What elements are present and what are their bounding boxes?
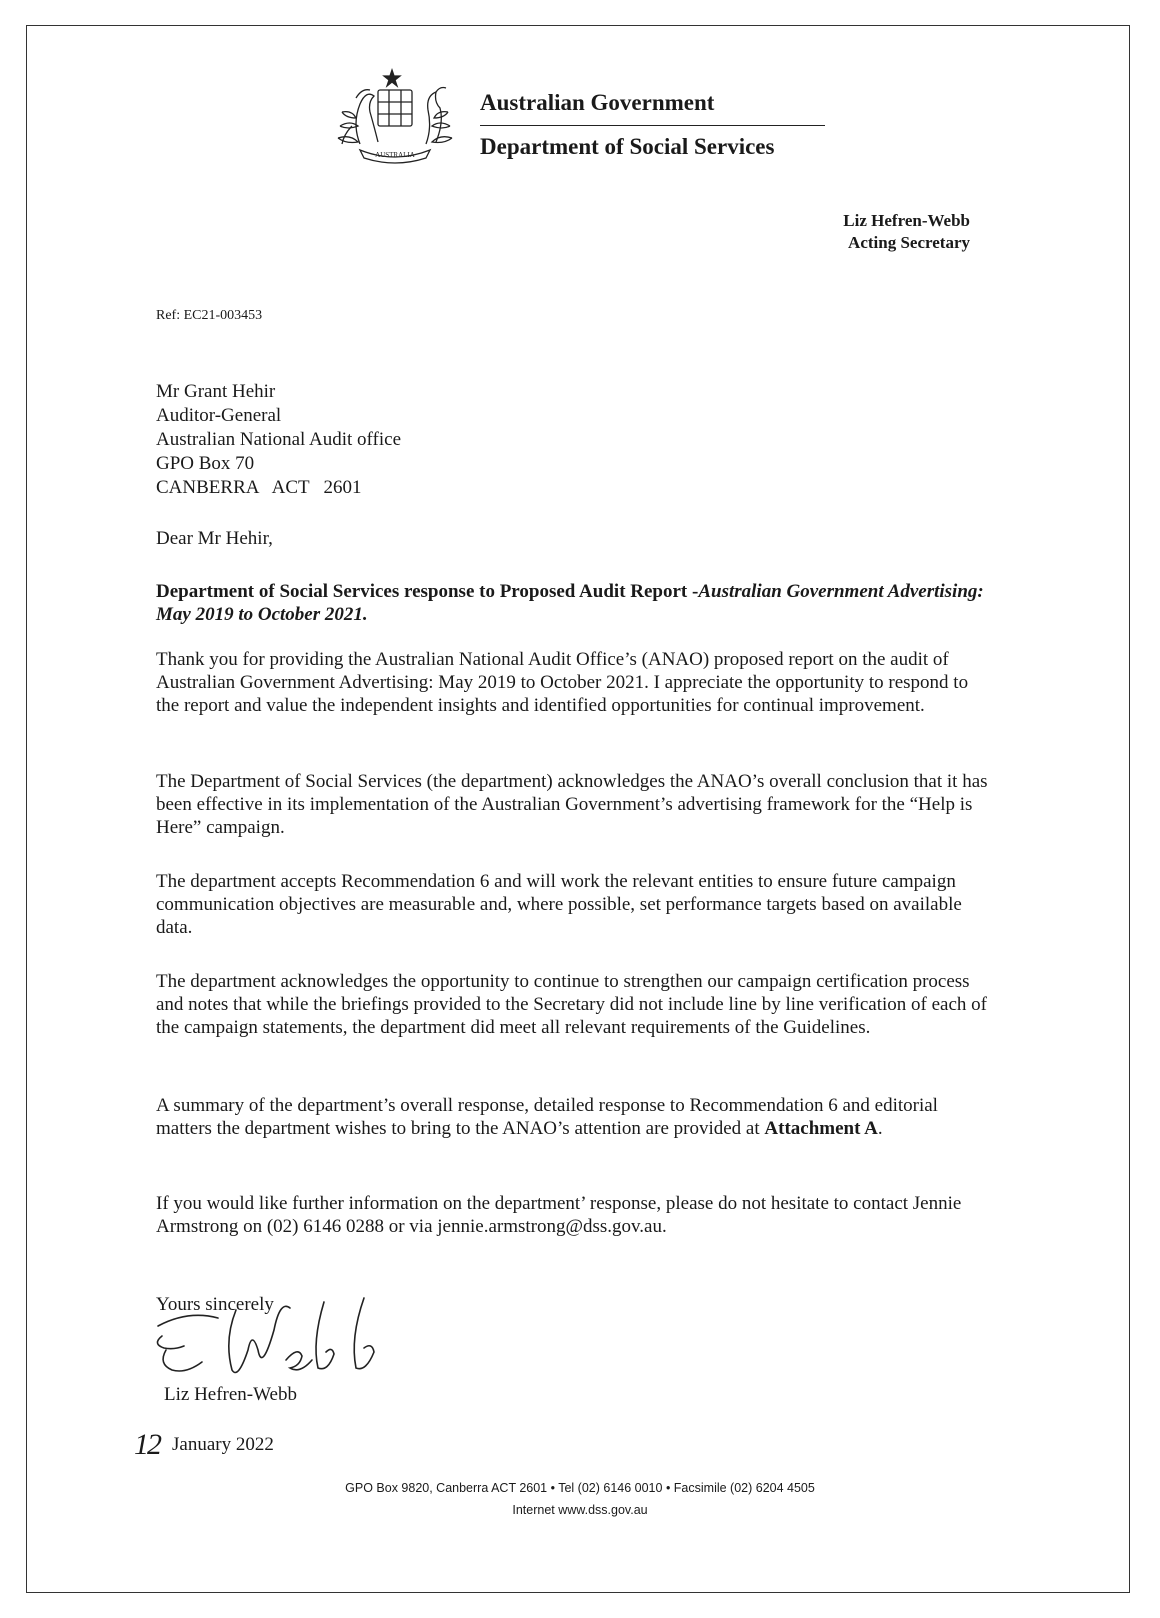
signatory-block [843,210,970,254]
signer-printed-name: Liz Hefren-Webb [164,1384,297,1405]
body-paragraph: The department accepts Recommendation 6 and will work the relevant entities to ensure future campaign communication objectives are measurable and, where possible, set performance targets based on available data. [156,871,962,938]
subject-italic: Australian Government Advertising: May 2019 to October 2021. [156,581,984,625]
letter-subject [156,580,996,626]
government-name: Australian Government [480,90,715,115]
address-line: Mr Grant Hehir [156,381,276,402]
attachment-paragraph [156,1094,996,1140]
subject-plain: Department of Social Services response to Proposed Audit Report - [156,581,699,602]
date-day-handwritten: 12 [134,1428,160,1461]
signatory-title: Acting Secretary [848,233,970,252]
address-line: Auditor-General [156,405,282,426]
crest-motto: AUSTRALIA [375,151,415,159]
address-line: Australian National Audit office [156,429,402,450]
attachment-label: Attachment A [764,1118,878,1139]
department-name: Department of Social Services [480,134,775,159]
attachment-text: A summary of the department’s overall response, detailed response to Recommendation 6 and editorial matters the department wishes to bring to the ANAO’s attention are provided at [156,1095,938,1139]
signatory-name: Liz Hefren-Webb [843,211,970,230]
attachment-end: . [877,1118,883,1139]
coat-of-arms-icon [330,64,460,168]
address-line: CANBERRA ACT 2601 [156,477,362,498]
address-line: GPO Box 70 [156,453,255,474]
contact-paragraph: If you would like further information on the department’ response, please do not hesitate to contact Jennie Armstrong on (02) 6146 0288 or via jennie.armstrong@dss.gov.au. [156,1193,962,1237]
reference-number: Ref: EC21-003453 [156,308,263,323]
salutation: Dear Mr Hehir, [156,528,273,549]
recipient-address [156,380,401,500]
footer-website: Internet www.dss.gov.au [512,1503,648,1517]
date-month-year: January 2022 [172,1434,274,1455]
body-paragraph: Thank you for providing the Australian National Audit Office’s (ANAO) proposed report on the audit of Australian Government Advertising: May 2019 to October 2021. I appreciate the opportunity to respond to the report and value the independent insights and identified opportunities for continual improvement. [156,649,969,716]
body-paragraph: The Department of Social Services (the department) acknowledges the ANAO’s overall conclusion that it has been effective in its implementation of the Australian Government’s advertising framework for the “Help is Here” campaign. [156,771,988,838]
closing: Yours sincerely [156,1294,274,1315]
letterhead-divider [480,125,825,126]
letter-date [134,1428,274,1468]
body-paragraph: The department acknowledges the opportunity to continue to strengthen our campaign certification process and notes that while the briefings provided to the Secretary did not include line by line verification of each of the campaign statements, the department did meet all relevant requirements of the Guidelines. [156,971,987,1038]
footer-contact: GPO Box 9820, Canberra ACT 2601 • Tel (02) 6146 0010 • Facsimile (02) 6204 4505 [345,1481,815,1495]
